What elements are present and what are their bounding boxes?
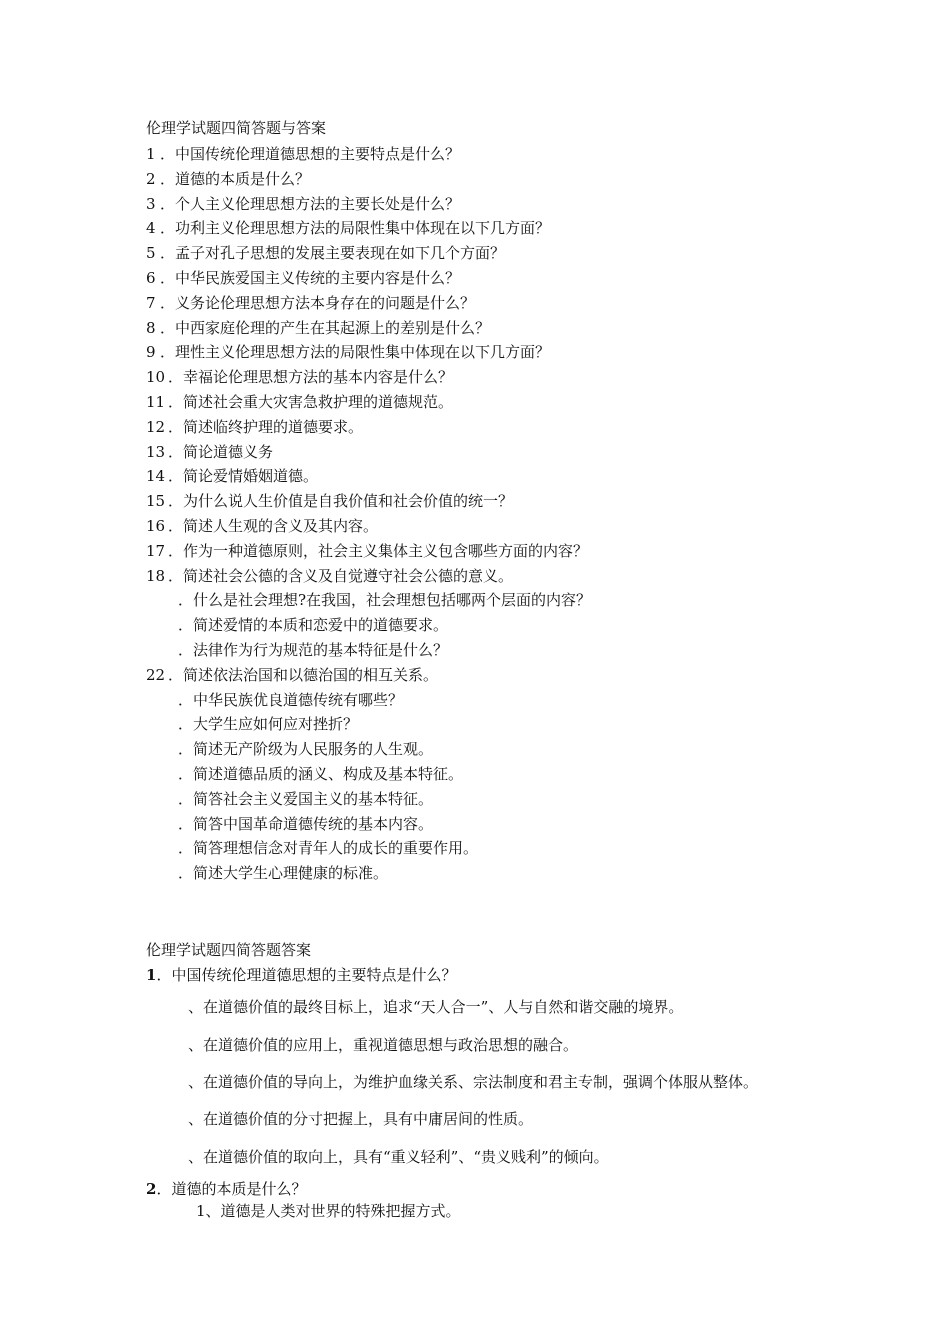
question-separator: ．: [168, 665, 184, 684]
question-separator: ．: [168, 467, 184, 486]
question-item: [146, 464, 591, 489]
question-list: [146, 142, 591, 886]
answer-question-2-text: 道德的本质是什么？: [171, 1180, 307, 1198]
question-separator: ．: [178, 864, 194, 883]
question-item: [146, 365, 591, 390]
question-text: 简述无产阶级为人民服务的人生观。: [193, 740, 434, 759]
question-number: 10: [146, 368, 166, 387]
question-text: 简答中国革命道德传统的基本内容。: [193, 814, 434, 833]
question-separator: ．: [160, 318, 176, 337]
question-text: 简论道德义务: [183, 442, 274, 461]
question-text: 道德的本质是什么？: [175, 169, 311, 188]
question-text: 简述依法治国和以德治国的相互关系。: [183, 665, 439, 684]
question-text: 简述道德品质的涵义、构成及基本特征。: [193, 764, 464, 783]
question-item: [146, 390, 591, 415]
question-number: 4: [146, 219, 156, 238]
question-text: 孟子对孔子思想的发展主要表现在如下几个方面？: [175, 244, 506, 263]
question-text: 大学生应如何应对挫折？: [193, 715, 359, 734]
question-text: 简述临终护理的道德要求。: [183, 417, 364, 436]
question-text: 中华民族爱国主义传统的主要内容是什么？: [175, 268, 461, 287]
question-separator: ．: [160, 268, 176, 287]
question-number: 18: [146, 566, 166, 585]
question-separator: ．: [168, 492, 184, 511]
question-item: [146, 514, 591, 539]
question-item: [146, 539, 591, 564]
question-item: [146, 836, 591, 861]
question-separator: ．: [178, 789, 194, 808]
question-separator: ．: [178, 814, 194, 833]
question-text: 简述社会公德的含义及自觉遵守社会公德的意义。: [183, 566, 514, 585]
question-number: 11: [146, 392, 166, 411]
answer-1-point-2: 、在道德价值的应用上，重视道德思想与政治思想的融合。: [188, 1036, 579, 1054]
question-item: [146, 663, 591, 688]
answer-1-point-3: 、在道德价值的导向上，为维护血缘关系、宗法制度和君主专制，强调个体服从整体。: [188, 1073, 759, 1091]
question-number: 2: [146, 169, 156, 188]
question-separator: ．: [178, 764, 194, 783]
question-separator: ．: [160, 219, 176, 238]
question-item: [146, 737, 591, 762]
question-number: 7: [146, 293, 156, 312]
question-separator: ．: [168, 442, 184, 461]
question-text: 幸福论伦理思想方法的基本内容是什么？: [183, 368, 454, 387]
question-number: 1: [146, 145, 156, 163]
question-text: 为什么说人生价值是自我价值和社会价值的统一？: [183, 492, 514, 511]
question-number: 15: [146, 492, 166, 511]
question-text: 功利主义伦理思想方法的局限性集中体现在以下几方面？: [175, 219, 551, 238]
question-separator: ．: [160, 145, 176, 163]
question-item: [146, 142, 591, 167]
question-item: [146, 216, 591, 241]
question-text: 中国传统伦理道德思想的主要特点是什么？: [175, 145, 461, 163]
question-separator: ．: [178, 640, 194, 659]
question-item: [146, 564, 591, 589]
question-item: [146, 712, 591, 737]
question-separator: ．: [178, 740, 194, 759]
question-text: 什么是社会理想?在我国，社会理想包括哪两个层面的内容？: [193, 591, 592, 610]
question-separator: ．: [178, 690, 194, 709]
answer-1-point-4: 、在道德价值的分寸把握上，具有中庸居间的性质。: [188, 1110, 534, 1128]
answer-question-1-sep: ．: [156, 966, 172, 984]
question-item: [146, 316, 591, 341]
section2-title: 伦理学试题四简答题答案: [146, 941, 312, 959]
question-item: [146, 762, 591, 787]
answer-question-1-text: 中国传统伦理道德思想的主要特点是什么？: [171, 966, 457, 984]
question-text: 简答理想信念对青年人的成长的重要作用。: [193, 839, 479, 858]
question-separator: ．: [168, 516, 184, 535]
answer-question-1-number: 1: [146, 966, 157, 984]
question-item: [146, 266, 591, 291]
question-number: 16: [146, 516, 166, 535]
answer-question-1: [146, 964, 456, 986]
question-text: 简述人生观的含义及其内容。: [183, 516, 379, 535]
question-item: [146, 588, 591, 613]
question-number: 5: [146, 244, 156, 263]
answer-2-point-1: 1、道德是人类对世界的特殊把握方式。: [196, 1202, 461, 1220]
question-separator: ．: [168, 392, 184, 411]
question-separator: ．: [160, 169, 176, 188]
question-text: 简述爱情的本质和恋爱中的道德要求。: [193, 616, 449, 635]
answer-question-2-sep: ．: [156, 1180, 172, 1198]
question-text: 义务论伦理思想方法本身存在的问题是什么？: [175, 293, 476, 312]
question-text: 中华民族优良道德传统有哪些？: [193, 690, 404, 709]
question-number: 6: [146, 268, 156, 287]
answer-question-2: [146, 1178, 306, 1200]
question-number: 9: [146, 343, 156, 362]
question-item: [146, 812, 591, 837]
question-separator: ．: [178, 715, 194, 734]
question-item: [146, 192, 591, 217]
question-item: [146, 613, 591, 638]
question-text: 中西家庭伦理的产生在其起源上的差别是什么？: [175, 318, 491, 337]
question-number: 22: [146, 665, 166, 684]
question-item: [146, 638, 591, 663]
question-separator: ．: [160, 293, 176, 312]
question-item: [146, 861, 591, 886]
question-separator: ．: [168, 368, 184, 387]
question-text: 个人主义伦理思想方法的主要长处是什么？: [175, 194, 461, 213]
question-item: [146, 291, 591, 316]
question-item: [146, 787, 591, 812]
question-separator: ．: [168, 417, 184, 436]
question-item: [146, 340, 591, 365]
section1-title: 伦理学试题四简答题与答案: [146, 119, 327, 137]
question-text: 简述大学生心理健康的标准。: [193, 864, 389, 883]
question-number: 17: [146, 541, 166, 560]
question-number: 13: [146, 442, 166, 461]
question-text: 法律作为行为规范的基本特征是什么？: [193, 640, 449, 659]
question-number: 12: [146, 417, 166, 436]
question-item: [146, 241, 591, 266]
question-item: [146, 440, 591, 465]
question-separator: ．: [178, 616, 194, 635]
question-item: [146, 167, 591, 192]
question-item: [146, 415, 591, 440]
question-text: 简论爱情婚姻道德。: [183, 467, 319, 486]
answer-1-point-5: 、在道德价值的取向上，具有“重义轻利”、“贵义贱利”的倾向。: [188, 1148, 609, 1166]
question-item: [146, 489, 591, 514]
question-separator: ．: [168, 566, 184, 585]
question-separator: ．: [178, 839, 194, 858]
question-text: 作为一种道德原则，社会主义集体主义包含哪些方面的内容？: [183, 541, 589, 560]
question-text: 简述社会重大灾害急救护理的道德规范。: [183, 392, 454, 411]
question-text: 简答社会主义爱国主义的基本特征。: [193, 789, 434, 808]
question-separator: ．: [160, 343, 176, 362]
question-separator: ．: [178, 591, 194, 610]
question-item: [146, 688, 591, 713]
question-separator: ．: [160, 244, 176, 263]
question-number: 14: [146, 467, 166, 486]
answer-1-point-1: 、在道德价值的最终目标上，追求“天人合一”、人与自然和谐交融的境界。: [188, 998, 684, 1016]
question-text: 理性主义伦理思想方法的局限性集中体现在以下几方面？: [175, 343, 551, 362]
question-separator: ．: [168, 541, 184, 560]
answer-question-2-number: 2: [146, 1180, 157, 1198]
question-separator: ．: [160, 194, 176, 213]
question-number: 3: [146, 194, 156, 213]
question-number: 8: [146, 318, 156, 337]
